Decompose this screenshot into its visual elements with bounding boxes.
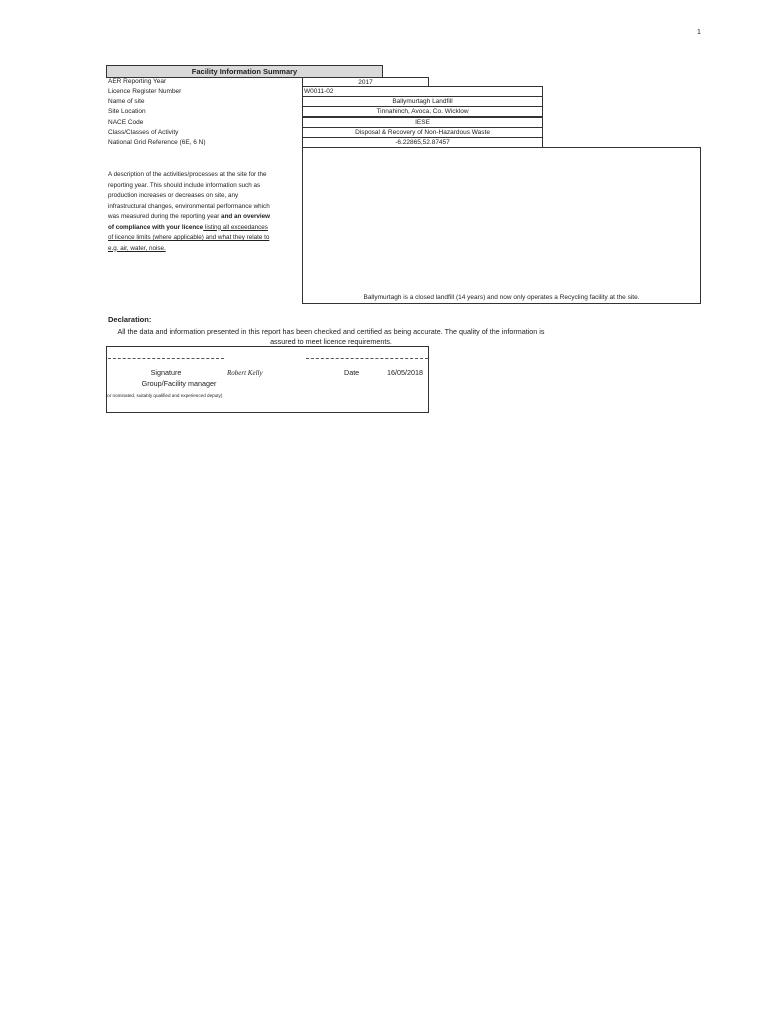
description-prompt-underlined: listing all exceedances of licence limits (where applicable) and what they relate to e.g. air, water, noise. — [108, 223, 270, 252]
description-prompt-bold: and an overview of compliance with your licence — [108, 213, 271, 231]
declaration-text: All the data and information presented in this report has been checked and certified as being accurate. The quality of the information is assured to meet licence requirements. — [117, 327, 545, 346]
value-nace-code: IESE — [302, 117, 543, 128]
label-reporting-year: AER Reporting Year — [108, 78, 167, 85]
label-site-location: Site Location — [108, 108, 146, 115]
label-licence-number: Licence Register Number — [108, 88, 182, 95]
declaration-heading: Declaration: — [108, 315, 152, 324]
description-prompt-plain: A description of the activities/processes at the site for the reporting year. This should include information such as production increases or decreases on site, any infrastructural changes, environmental performance which was measured during the reporting year — [108, 171, 270, 220]
signature-label: Signature — [150, 368, 182, 377]
label-grid-reference: National Grid Reference (6E, 6 N) — [108, 139, 206, 146]
value-grid-reference: -6.22865,52.87457 — [302, 137, 543, 148]
signatory-name: Robert Kelly — [227, 369, 263, 377]
description-value: Ballymurtagh is a closed landfill (14 years) and now only operates a Recycling facility at the site. — [363, 294, 640, 301]
description-box — [302, 147, 701, 304]
label-site-name: Name of site — [108, 98, 145, 105]
value-site-location: Tinnahinch, Avoca, Co. Wicklow — [302, 106, 543, 117]
signature-line — [108, 358, 224, 359]
value-reporting-year: 2017 — [302, 77, 429, 87]
role-note: (or nominated, suitably qualified and experienced deputy) — [105, 393, 223, 398]
date-line — [306, 358, 428, 359]
value-site-name: Ballymurtagh Landfill — [302, 96, 543, 107]
date-label: Date — [344, 368, 360, 377]
value-licence-number: W0011-02 — [302, 86, 543, 97]
summary-title: Facility Information Summary — [106, 65, 383, 78]
value-activity-class: Disposal & Recovery of Non-Hazardous Waste — [302, 127, 543, 138]
role-label: Group/Facility manager — [141, 379, 217, 388]
date-value: 16/05/2018 — [387, 368, 423, 377]
label-nace-code: NACE Code — [108, 119, 144, 126]
label-activity-class: Class/Classes of Activity — [108, 129, 179, 136]
description-prompt — [108, 170, 273, 254]
page-number: 1 — [697, 29, 701, 36]
